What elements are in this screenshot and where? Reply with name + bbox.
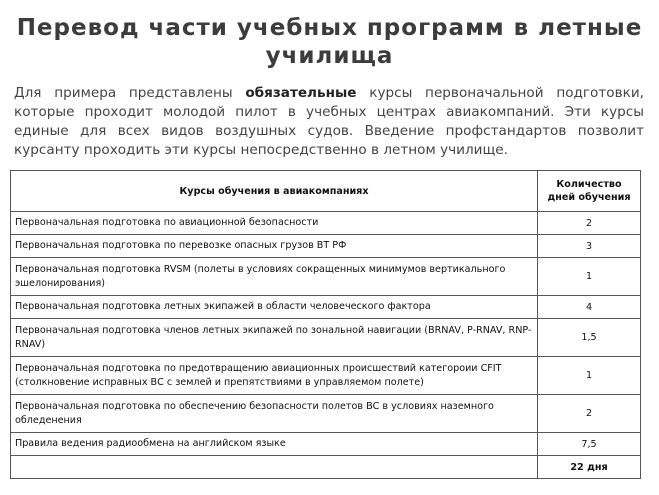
course-days: 1,5 [538, 319, 641, 357]
course-days: 7,5 [538, 433, 641, 456]
table-row [11, 258, 641, 296]
intro-paragraph [14, 84, 644, 160]
table-total-row [11, 456, 641, 479]
intro-text-before: Для примера представлены [14, 85, 246, 101]
course-name: Первоначальная подготовка по обеспечению безопасности полетов ВС в условиях наземного обледенения [11, 395, 538, 433]
table-row [11, 357, 641, 395]
table-row [11, 296, 641, 319]
course-name: Первоначальная подготовка летных экипажей в области человеческого фактора [11, 296, 538, 319]
header-days: Количество дней обучения [538, 171, 641, 212]
table-row [11, 235, 641, 258]
course-days: 1 [538, 258, 641, 296]
course-name: Правила ведения радиообмена на английском языке [11, 433, 538, 456]
course-days: 2 [538, 212, 641, 235]
course-days: 2 [538, 395, 641, 433]
course-days: 1 [538, 357, 641, 395]
total-days: 22 дня [538, 456, 641, 479]
table-row [11, 319, 641, 357]
course-name: Первоначальная подготовка по перевозке опасных грузов ВТ РФ [11, 235, 538, 258]
course-days: 3 [538, 235, 641, 258]
course-name: Первоначальная подготовка RVSM (полеты в условиях сокращенных минимумов вертикального эшелонирования) [11, 258, 538, 296]
header-course: Курсы обучения в авиакомпаниях [11, 171, 538, 212]
table-row [11, 395, 641, 433]
total-label [11, 456, 538, 479]
courses-table [10, 170, 641, 479]
table-row [11, 433, 641, 456]
course-name: Первоначальная подготовка членов летных экипажей по зональной навигации (BRNAV, P-RNAV, RNP-RNAV) [11, 319, 538, 357]
table-row [11, 212, 641, 235]
page-title: Перевод части учебных программ в летные училища [16, 15, 643, 69]
intro-emphasis: обязательные [245, 85, 357, 101]
course-name: Первоначальная подготовка по авиационной безопасности [11, 212, 538, 235]
course-days: 4 [538, 296, 641, 319]
intro-text-after: курсы первоначальной подготовки, которые проходит молодой пилот в учебных центрах авиакомпаний. Эти курсы единые для всех видов воздушных судов. Введение профстандартов позволит курсанту проходить эти курсы непосредственно в летном училище. [14, 85, 644, 158]
table-header-row [11, 171, 641, 212]
course-name: Первоначальная подготовка по предотвращению авиационных происшествий категороии CFIT (столкновение исправных ВС с землей и препятствиями в управляемом полете) [11, 357, 538, 395]
